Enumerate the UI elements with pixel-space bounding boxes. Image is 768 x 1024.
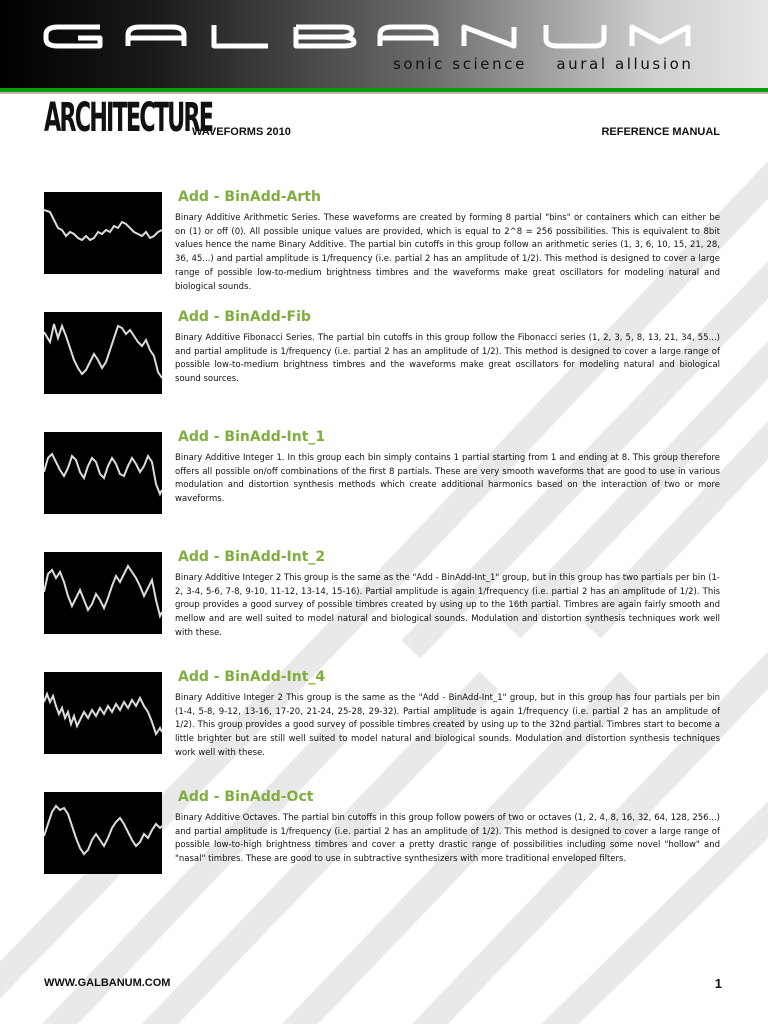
section-title: Add - BinAdd-Int_2 bbox=[178, 549, 326, 565]
galbanum-logo bbox=[46, 25, 688, 46]
section-body: Binary Additive Fibonacci Series. The partial bin cutoffs in this group follow the Fibonacci series (1, 2, 3, 5, 8, 13, 21, 34, 55...) and partial amplitude is 1/frequency (i.e. partial 2 has an amplitude of 1/2). This method is designed to cover a large range of possible low-to-medium brightness timbres and the waveforms make great oscillators for modeling natural and biological sound sources. bbox=[175, 333, 720, 385]
section-body: Binary Additive Arithmetic Series. These waveforms are created by forming 8 partial "bins" or containers which can either be on (1) or off (0). All possible unique values are provided, which is equal to 2^8 = 256 possibilities. This is equivalent to 8bit values hence the name Binary Additive. The partial bin cutoffs in this group follow an arithmetic series (1, 3, 6, 10, 15, 21, 28, 36, 45...) and partial amplitude is 1/frequency (i.e. partial 2 has an amplitude of 1/2). This method is designed to cover a large range of possible low-to-medium brightness timbres and the waveforms make great oscillators for modeling natural and biological sounds. bbox=[175, 213, 720, 292]
brand-header bbox=[0, 0, 768, 88]
header-rule-grey bbox=[0, 92, 768, 94]
waveform-thumbnail bbox=[44, 192, 162, 274]
section-body: Binary Additive Octaves. The partial bin cutoffs in this group follow powers of two or octaves (1, 2, 4, 8, 16, 32, 64, 128, 256...) and partial amplitude is 1/frequency (i.e. partial 2 has an amplitude of 1/2). This method is designed to cover a large range of possible low-to-high brightness timbres and cover a pretty drastic range of possibilities including some novel "hollow" and "nasal" timbres. These are good to use in subtractive synthesizers with more traditional enveloped filters. bbox=[175, 813, 720, 865]
page-number: 1 bbox=[714, 976, 722, 991]
doc-label-reference-manual: REFERENCE MANUAL bbox=[601, 126, 720, 138]
section-title: Add - BinAdd-Oct bbox=[178, 789, 314, 805]
footer-website-link[interactable]: WWW.GALBANUM.COM bbox=[44, 977, 171, 989]
section-body: Binary Additive Integer 2 This group is the same as the "Add - BinAdd-Int_1" group, but in this group has two partials per bin (1-2, 3-4, 5-6, 7-8, 9-10, 11-12, 13-14, 15-16). Partial amplitude is again 1/frequency (i.e. partial 2 has an amplitude of 1/2). This group provides a good survey of possible timbres created by using up to the 16th partial. Timbres are again fairly smooth and mellow and are well suited to model natural and biological sounds. Modulation and distortion synthesis techniques work well with these. bbox=[175, 573, 720, 638]
waveform-thumbnail bbox=[44, 672, 162, 754]
waveform-thumbnail bbox=[44, 432, 162, 514]
section-title: Add - BinAdd-Fib bbox=[178, 309, 311, 325]
doc-label-waveforms: WAVEFORMS 2010 bbox=[192, 126, 291, 138]
section-title: Add - BinAdd-Int_4 bbox=[178, 669, 326, 685]
section-title: Add - BinAdd-Int_1 bbox=[178, 429, 326, 445]
waveform-thumbnail bbox=[44, 312, 162, 394]
tagline: sonic science aural allusion bbox=[393, 55, 694, 73]
section-title-architecture: ARCHITECTURE bbox=[44, 95, 213, 141]
section-body: Binary Additive Integer 2 This group is the same as the "Add - BinAdd-Int_1" group, but in this group has four partials per bin (1-4, 5-8, 9-12, 13-16, 17-20, 21-24, 25-28, 29-32). Partial amplitude is again 1/frequency (i.e. partial 2 has an amplitude of 1/2). This group provides a good survey of possible timbres created by using up to the 32nd partial. Timbres start to become a little brighter but are still well suited to model natural and biological sounds. Modulation and distortion synthesis techniques work well with these. bbox=[175, 693, 720, 758]
section-title: Add - BinAdd-Arth bbox=[178, 189, 321, 205]
waveform-thumbnail bbox=[44, 552, 162, 634]
waveform-thumbnail bbox=[44, 792, 162, 874]
section-body: Binary Additive Integer 1. In this group each bin simply contains 1 partial starting from 1 and ending at 8. This group therefore offers all possible on/off combinations of the first 8 partials. These are very smooth waveforms that are good to use in various modulation and distortion synthesis methods which create additional harmonics based on the interaction of two or more waveforms. bbox=[175, 453, 720, 505]
